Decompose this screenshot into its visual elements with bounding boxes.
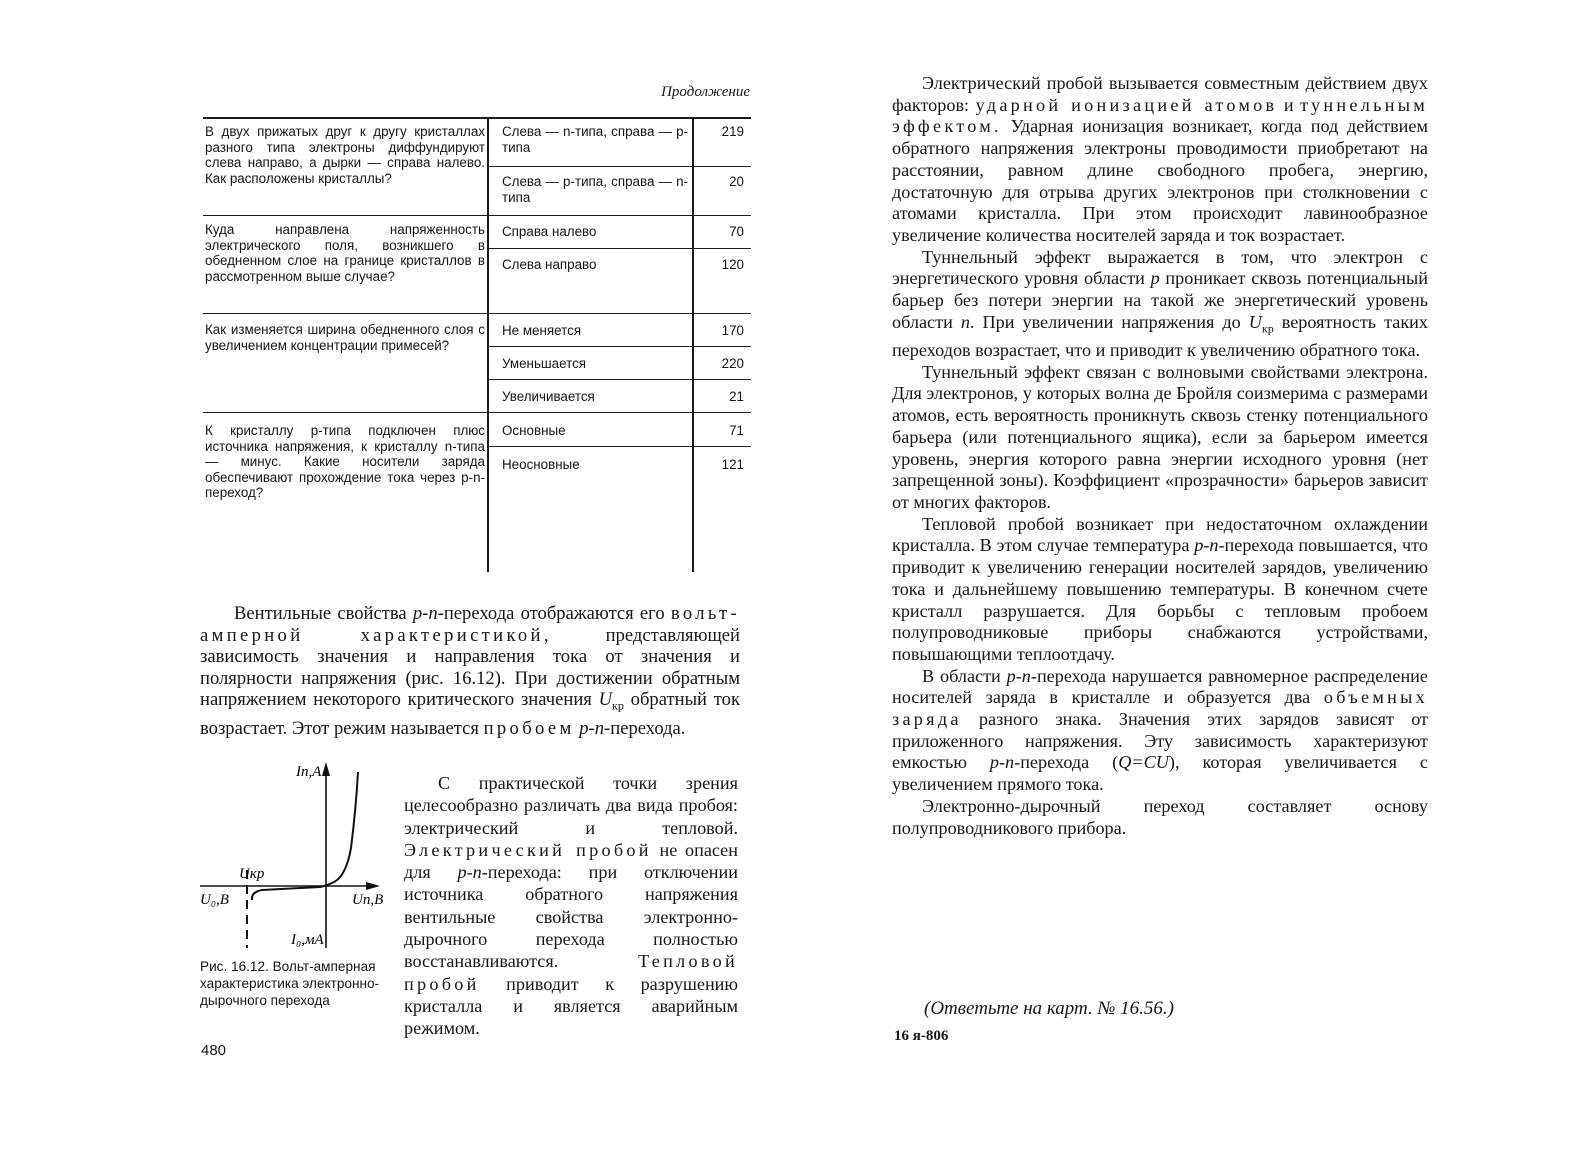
iv-curve (252, 772, 358, 900)
y-axis-arrow (322, 762, 330, 776)
table-answer: Слева — n-типа, справа — p-типа (502, 124, 688, 155)
table-answer: Уменьшается (502, 356, 587, 371)
table-answer: Справа налево (502, 224, 597, 239)
y-top-label: Iп,A (296, 764, 322, 780)
table-card-number: 120 (721, 257, 744, 272)
table-answer: Увеличивается (502, 389, 595, 404)
x-axis-arrow (366, 882, 380, 890)
table-question: К кристаллу p-типа подключен плюс источника напряжения, к кристаллу n-типа — минус. Какие носители заряда обеспечивают прохождение тока через p-n-переход? (205, 423, 485, 501)
table-question: Куда направлена напряженность электрического поля, возникшего в обедненном слое на границе кристаллов в рассмотренном выше случае? (205, 222, 485, 284)
table-answer: Основные (502, 423, 566, 438)
answer-sep (488, 379, 751, 380)
answer-sep (488, 446, 751, 447)
table-card-number: 219 (721, 124, 744, 139)
tunnel-effect-paragraph: Туннельный эффект выражается в том, что электрон с энергетического уровня области p проникает сквозь потенциальный барьер без потери энергии на такой же энергетический уровень области n. При увеличении напряжения до $U_{кр}$ вероятность таких переходов возрастает, что и приводит к увеличению обратного тока. (892, 246, 1428, 361)
row-sep (203, 412, 751, 413)
table-answer: Слева направо (502, 257, 597, 272)
thermal-breakdown-paragraph: Тепловой пробой возникает при недостаточном охлаждении кристалла. В этом случае температура p-n-перехода повышается, что приводит к увеличению генерации носителей зарядов, увеличению тока и дальнейшему повышению температуры. В конечном счете кристалл разрушается. Для борьбы с тепловым пробоем полупроводниковые приборы снабжаются устройствами, повышающими теплоотдачу. (892, 513, 1428, 664)
capacitance-paragraph: В области p-n-перехода нарушается равномерное распределение носителей заряда в кристалле и образуется два объемных заряда разного знака. Значения этих зарядов зависят от приложенного напряжения. Эту зависимость характеризуют емкостью p-n-перехода (Q=CU), которая увеличивается с увеличением прямого тока. (892, 665, 1428, 795)
right-page (790, 0, 1583, 1153)
ukr-label: Uкр (239, 866, 265, 882)
table-divider-1 (487, 117, 489, 572)
answer-sep (488, 346, 751, 347)
question-table (203, 117, 751, 572)
right-text-column (892, 73, 1428, 839)
x-right-label: Uп,B (352, 892, 384, 908)
table-divider-2 (692, 117, 694, 572)
table-top-rule (203, 117, 751, 119)
table-answer: Слева — p-типа, справа — n-типа (502, 174, 688, 205)
electric-breakdown-paragraph: Электрический пробой вызывается совместным действием двух факторов: ударной ионизацией атомов и туннельным эффектом. Ударная ионизация возникает, когда под действием обратного напряжения электроны проводимости приобретают на расстоянии, равном длине свободного пробега, энергию, достаточную для отрыва других электронов при столкновении с атомами кристалла. При этом происходит лавинообразное увеличение количества носителей заряда и ток возрастает. (892, 73, 1428, 245)
continued-label: Продолжение (661, 84, 750, 100)
table-question: Как изменяется ширина обедненного слоя с увеличением концентрации примесей? (205, 322, 485, 353)
y-bottom-label: I₀,мA (291, 932, 324, 948)
printer-signature: 16 я-806 (894, 1028, 949, 1044)
table-card-number: 20 (729, 174, 744, 189)
valve-properties-paragraph: Вентильные свойства p-n-перехода отображаются его вольт-амперной характеристикой, представляющей зависимость значения и направления тока от значения и полярности напряжения (рис. 16.12). При достижении обратным напряжением некоторого критического значения $U_{кр}$ обратный ток возрастает. Этот режим называется пробоем p-n-перехода. (200, 603, 740, 739)
table-card-number: 170 (721, 323, 744, 338)
wave-properties-paragraph: Туннельный эффект связан с волновыми свойствами электрона. Для электронов, у которых волна де Бройля соизмерима с размерами атомов, есть вероятность проникнуть сквозь стенку потенциального барьера (или потенциального ящика), если за барьером имеется уровень, энергия которого равна энергии исходного уровня (нет запрещенной зоны). Коэффициент «прозрачности» барьеров зависит от многих факторов. (892, 361, 1428, 512)
table-question: В двух прижатых друг к другу кристаллах разного типа электроны диффундируют слева направо, а дырки — справа налево. Как расположены кристаллы? (205, 124, 485, 186)
answer-sep (488, 248, 751, 249)
answer-sep (488, 166, 751, 167)
figure-caption: Рис. 16.12. Вольт-амперная характеристика электронно-дырочного перехода (200, 959, 380, 1009)
row-sep (203, 215, 751, 216)
table-card-number: 21 (729, 389, 744, 404)
x-left-label: U₀,B (200, 892, 229, 908)
iv-characteristic-figure (196, 758, 386, 958)
left-page (0, 0, 790, 1153)
table-card-number: 71 (729, 423, 744, 438)
table-card-number: 220 (721, 356, 744, 371)
table-card-number: 121 (721, 457, 744, 472)
row-sep (203, 313, 751, 314)
table-answer: Неосновные (502, 457, 580, 472)
breakdown-paragraph: С практической точки зрения целесообразно различать два вида пробоя: электрический и тепловой. Электрический пробой не опасен для p-n-перехода: при отключении источника обратного напряжения вентильные свойства электронно-дырочного перехода полностью восстанавливаются. Тепловой пробой приводит к разрушению кристалла и является аварийным режимом. (404, 773, 738, 1039)
conclusion-paragraph: Электронно-дырочный переход составляет основу полупроводникового прибора. (892, 795, 1428, 838)
table-answer: Не меняется (502, 323, 582, 338)
page-number: 480 (201, 1042, 227, 1059)
answer-card-reference: (Ответьте на карт. № 16.56.) (924, 998, 1175, 1019)
table-card-number: 70 (729, 224, 744, 239)
